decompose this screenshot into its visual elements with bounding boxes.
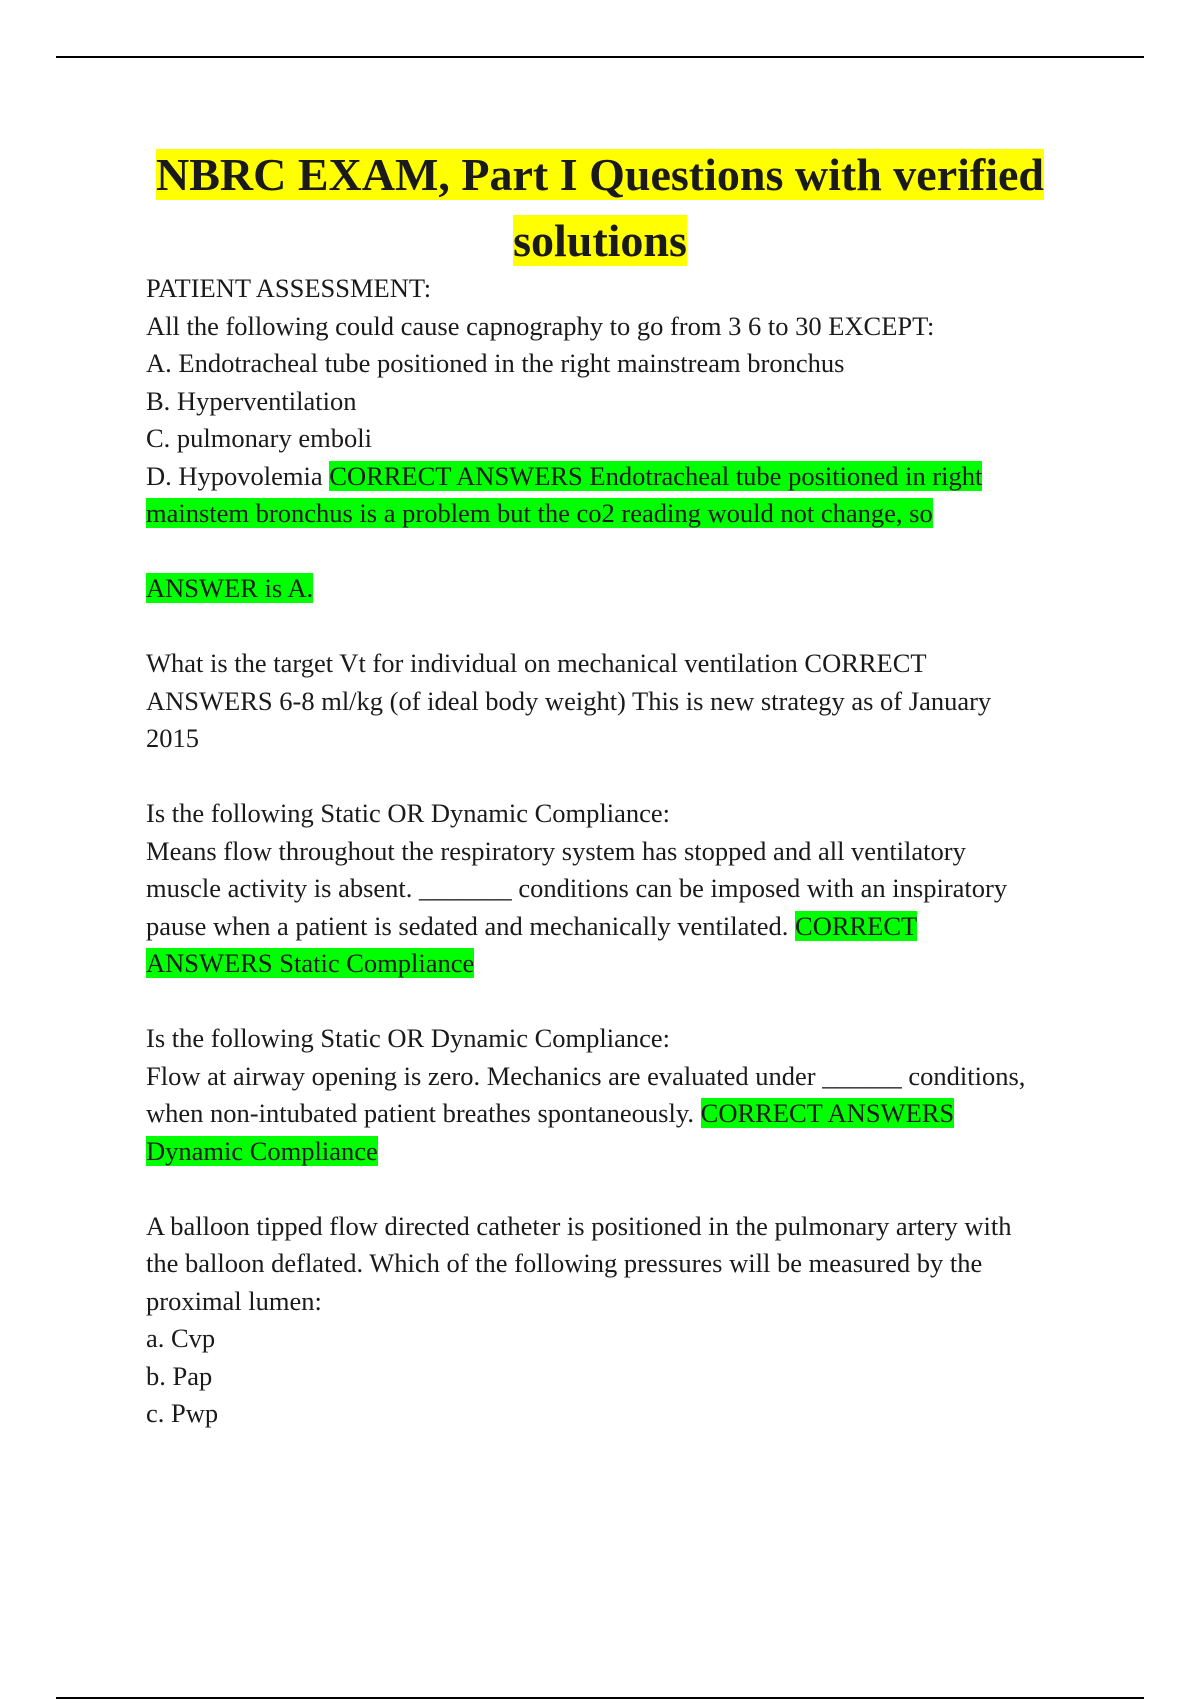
option-b: B. Hyperventilation — [146, 385, 357, 416]
question-text: the balloon deflated. Which of the following pressures will be measured by the — [146, 1248, 983, 1278]
answer-highlight: ANSWERS Static Compliance — [146, 948, 475, 978]
question-text: when non-intubated patient breathes spontaneously. — [146, 1098, 701, 1128]
question-text-line — [146, 1095, 1096, 1133]
answer-highlight: CORRECT — [795, 910, 918, 941]
answer-highlight: CORRECT ANSWERS Endotracheal tube positioned in right — [329, 460, 983, 491]
footer-rule — [56, 1697, 1144, 1699]
answer-highlight: CORRECT ANSWERS — [700, 1098, 955, 1128]
document-title — [100, 142, 1100, 274]
answer-highlight: Dynamic Compliance — [146, 1135, 378, 1166]
answer-highlight: mainstem bronchus is a problem but the co2 reading would not change, so — [146, 498, 933, 528]
question-4 — [146, 1020, 1096, 1170]
answer-line — [146, 495, 1096, 533]
question-2 — [146, 645, 1096, 758]
question-text: ANSWERS 6-8 ml/kg (of ideal body weight) This is new strategy as of January — [146, 685, 992, 716]
question-text: What is the target Vt for individual on mechanical ventilation CORRECT — [146, 648, 927, 678]
question-text-line — [146, 908, 1096, 946]
answer-line — [146, 1133, 1096, 1171]
question-text: All the following could cause capnography to go from 3 6 to 30 EXCEPT: — [146, 310, 935, 341]
question-text: muscle activity is absent. _______ conditions can be imposed with an inspiratory — [146, 873, 1008, 903]
question-text: Is the following Static OR Dynamic Compliance: — [146, 1023, 671, 1053]
option-c: C. pulmonary emboli — [146, 423, 372, 453]
option-b: b. Pap — [146, 1360, 213, 1391]
option-d-line — [146, 458, 1096, 496]
question-5 — [146, 1208, 1096, 1433]
section-heading: PATIENT ASSESSMENT: — [146, 273, 432, 303]
option-a: A. Endotracheal tube positioned in the right mainstream bronchus — [146, 348, 845, 378]
question-text: Is the following Static OR Dynamic Compliance: — [146, 798, 671, 828]
option-a: a. Cvp — [146, 1323, 216, 1353]
answer-line — [146, 945, 1096, 983]
question-text: proximal lumen: — [146, 1285, 322, 1316]
question-1 — [146, 270, 1096, 608]
option-c: c. Pwp — [146, 1398, 219, 1428]
question-text: pause when a patient is sedated and mechanically ventilated. — [146, 910, 796, 941]
title-line-2: solutions — [513, 215, 687, 266]
question-text: Means flow throughout the respiratory system has stopped and all ventilatory — [146, 835, 966, 866]
answer-line — [146, 570, 1096, 608]
question-text: A balloon tipped flow directed catheter is positioned in the pulmonary artery with — [146, 1210, 1012, 1241]
header-rule — [56, 56, 1144, 58]
title-line-1: NBRC EXAM, Part I Questions with verified — [156, 149, 1044, 200]
option-d: D. Hypovolemia — [146, 460, 330, 491]
question-text: 2015 — [146, 723, 199, 753]
question-3 — [146, 795, 1096, 983]
document-body — [146, 270, 1096, 1433]
answer-highlight: ANSWER is A. — [146, 573, 314, 603]
question-text: Flow at airway opening is zero. Mechanics are evaluated under ______ conditions, — [146, 1060, 1026, 1091]
